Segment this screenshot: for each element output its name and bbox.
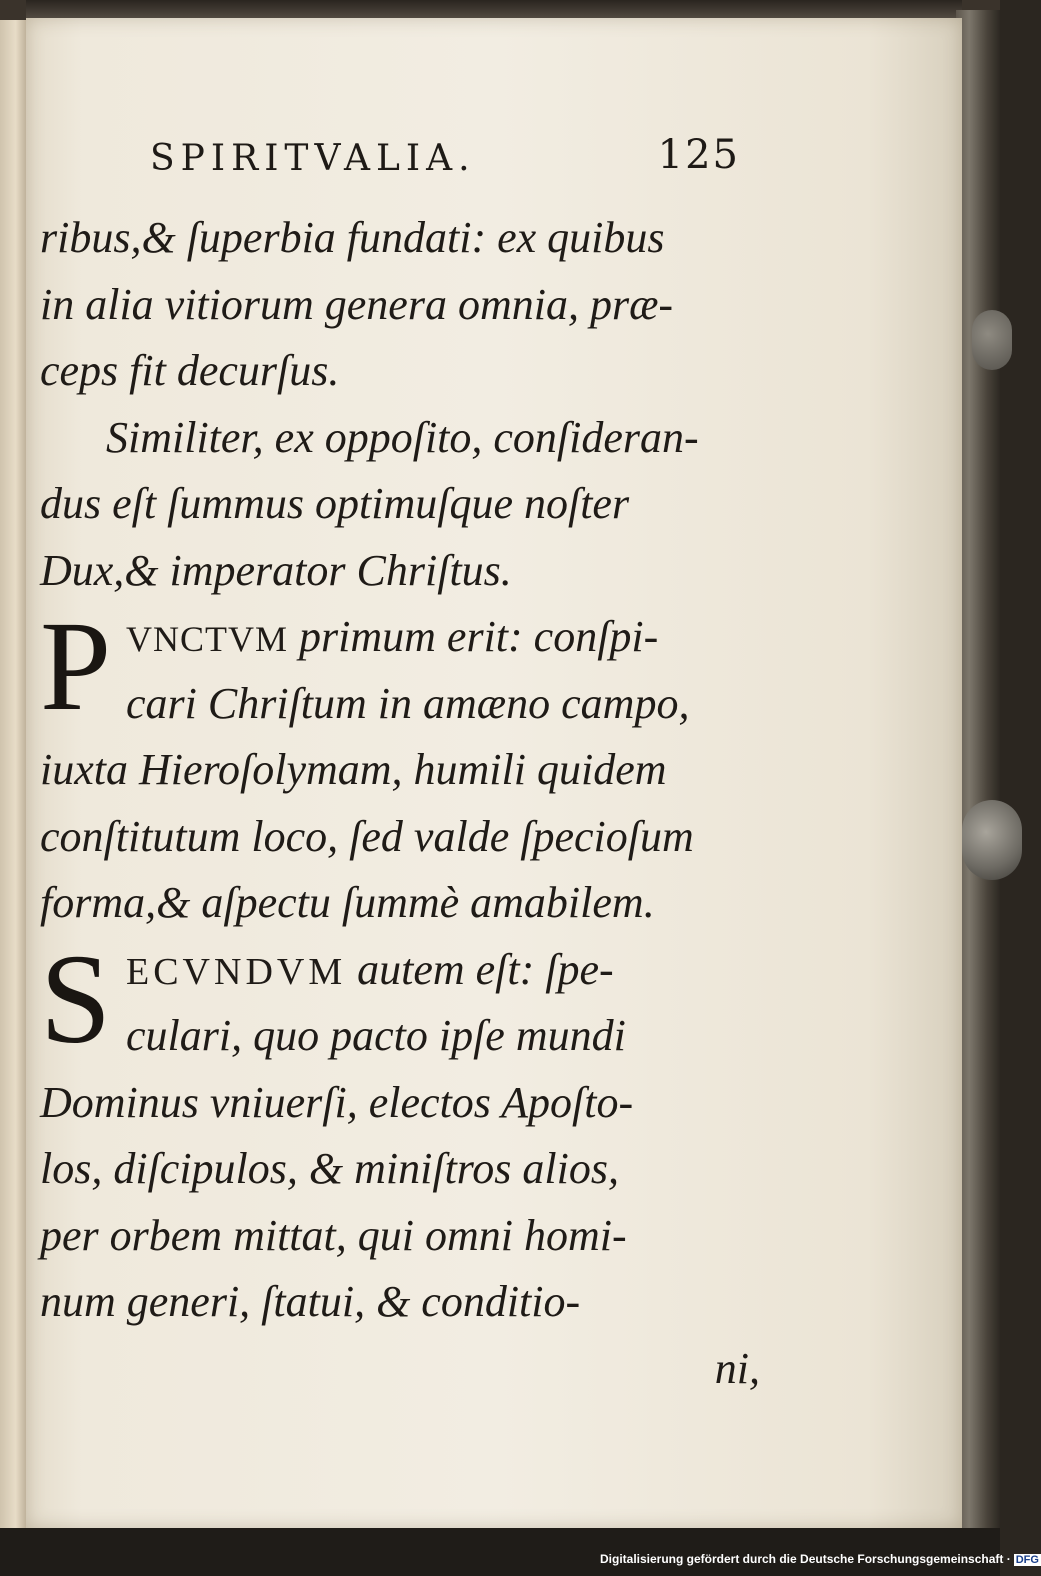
page-number: 125 <box>657 132 740 178</box>
running-head-title: SPIRITVALIA. <box>150 138 476 179</box>
text-line: dus eſt ſummus optimuſque noſter <box>40 479 630 528</box>
text-line: Similiter, ex oppoſito, conſideran- <box>106 412 699 462</box>
text-line: cari Chriſtum in amæno campo, <box>126 678 690 728</box>
dfg-logo: DFG <box>1015 1554 1039 1566</box>
drop-capital: S <box>40 927 112 1070</box>
text-line: los, diſcipulos, & miniſtros alios, <box>40 1144 619 1193</box>
credit-text: Digitalisierung gefördert durch die Deutsche Forschungsgemeinschaft · <box>600 1552 1011 1566</box>
secundum-paragraph <box>40 927 760 1070</box>
book-clasp-upper <box>972 310 1012 370</box>
text-fragment: autem eſt: ſpe- <box>346 944 614 994</box>
body-text <box>40 205 760 1402</box>
text-line: ribus,& ſuperbia fundati: ex quibus <box>40 213 665 262</box>
text-line: per orbem mittat, qui omni homi- <box>40 1210 627 1260</box>
text-line: culari, quo pacto ipſe mundi <box>126 1011 626 1060</box>
digitization-credit <box>600 1552 1041 1566</box>
text-line <box>126 604 689 671</box>
book-edge <box>956 10 1000 1550</box>
text-line: Dominus vniuerſi, electos Apoſto- <box>40 1077 634 1127</box>
text-line: in alia vitiorum genera omnia, præ- <box>40 279 674 329</box>
text-line: num generi, ſtatui, & conditio- <box>40 1277 581 1326</box>
text-line: conſtitutum loco, ſed valde ſpecioſum <box>40 811 694 861</box>
previous-page-edge <box>0 20 28 1532</box>
drop-capital: P <box>40 595 112 737</box>
running-head <box>150 132 740 188</box>
text-line: Dux,& imperator Chriſtus. <box>40 545 512 595</box>
text-line: forma,& aſpectu ſummè amabilem. <box>40 878 655 927</box>
text-line: ceps fit decurſus. <box>40 346 340 395</box>
catchword: ni, <box>714 1343 760 1393</box>
text-line <box>126 937 626 1004</box>
book-clasp <box>962 800 1022 880</box>
small-caps-word: VNCTVM <box>126 619 289 659</box>
text-fragment: primum erit: conſpi- <box>288 612 659 661</box>
small-caps-word: ECVNDVM <box>126 950 347 993</box>
text-line: iuxta Hieroſolymam, humili quidem <box>40 745 667 794</box>
punctum-paragraph <box>40 595 760 737</box>
